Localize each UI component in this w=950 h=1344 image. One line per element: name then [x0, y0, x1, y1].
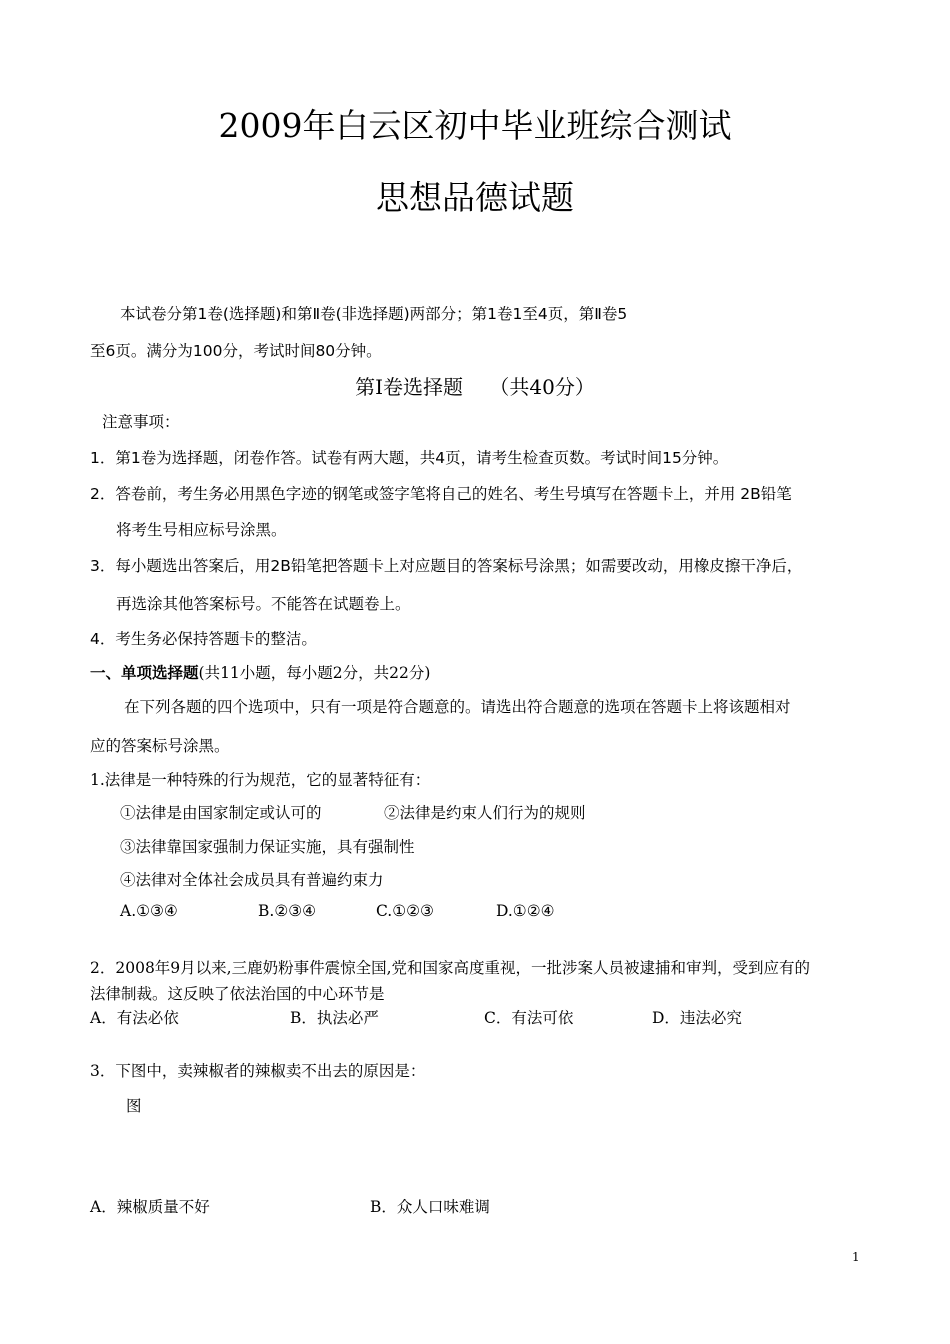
- intro-line-2: 至6页。满分为100分，考试时间80分钟。: [90, 342, 382, 360]
- notes-heading: 注意事项：: [102, 413, 180, 431]
- note-item-3-line-2: 再选涂其他答案标号。不能答在试题卷上。: [116, 595, 411, 613]
- part1-instruction-line-1: 在下列各题的四个选项中，只有一项是符合题意的。请选出符合题意的选项在答题卡上将该题相对: [124, 698, 791, 716]
- q1-stem: 1.法律是一种特殊的行为规范，它的显著特征有：: [90, 771, 431, 789]
- part1-heading: [90, 661, 430, 683]
- q2-option-a: A．有法必依: [90, 1009, 179, 1027]
- exam-subtitle: 思想品德试题: [376, 178, 574, 217]
- q3-figure-placeholder: 图: [126, 1097, 142, 1115]
- intro-line-1: 本试卷分第1卷(选择题)和第Ⅱ卷(非选择题)两部分；第1卷1至4页，第Ⅱ卷5: [120, 305, 628, 323]
- section-title: 第Ⅰ卷选择题 （共40分）: [355, 375, 595, 399]
- q2-option-d: D．违法必究: [652, 1009, 742, 1027]
- q1-statement-3: ③法律靠国家强制力保证实施，具有强制性: [120, 838, 415, 856]
- note-item-4: 4．考生务必保持答题卡的整洁。: [90, 630, 317, 648]
- part1-heading-rest: (共11小题，每小题2分，共22分): [198, 664, 431, 682]
- part1-instruction-line-2: 应的答案标号涂黑。: [90, 737, 230, 755]
- q1-option-b: B.②③④: [258, 902, 317, 920]
- note-item-2-line-1: 2．答卷前，考生务必用黑色字迹的钢笔或签字笔将自己的姓名、考生号填写在答题卡上，并用 2B铅笔: [90, 485, 792, 503]
- part1-heading-bold: 一、单项选择题: [90, 664, 199, 682]
- q1-option-a: A.①③④: [120, 902, 178, 920]
- note-item-1: 1．第1卷为选择题，闭卷作答。试卷有两大题，共4页，请考生检查页数。考试时间15分钟。: [90, 449, 729, 467]
- q2-stem-line-2: 法律制裁。这反映了依法治国的中心环节是: [90, 985, 385, 1003]
- page-number: 1: [852, 1250, 860, 1264]
- q1-option-c: C.①②③: [376, 902, 434, 920]
- q1-option-d: D.①②④: [496, 902, 555, 920]
- q3-option-a: A．辣椒质量不好: [90, 1198, 210, 1216]
- q3-option-b: B．众人口味难调: [370, 1198, 490, 1216]
- exam-title: 2009年白云区初中毕业班综合测试: [218, 106, 732, 145]
- q1-statement-4: ④法律对全体社会成员具有普遍约束力: [120, 871, 384, 889]
- q2-stem-line-1: 2．2008年9月以来,三鹿奶粉事件震惊全国,党和国家高度重视，一批涉案人员被逮捕和审判，受到应有的: [90, 959, 811, 977]
- q1-statement-1: ①法律是由国家制定或认可的: [120, 804, 322, 822]
- q3-stem: 3．下图中，卖辣椒者的辣椒卖不出去的原因是：: [90, 1062, 426, 1080]
- note-item-2-line-2: 将考生号相应标号涂黑。: [116, 521, 287, 539]
- note-item-3-line-1: 3．每小题选出答案后，用2B铅笔把答题卡上对应题目的答案标号涂黑；如需要改动，用橡皮擦干净后，: [90, 557, 803, 575]
- q2-option-b: B．执法必严: [290, 1009, 379, 1027]
- q2-option-c: C．有法可依: [484, 1009, 574, 1027]
- q1-statement-2: ②法律是约束人们行为的规则: [384, 804, 586, 822]
